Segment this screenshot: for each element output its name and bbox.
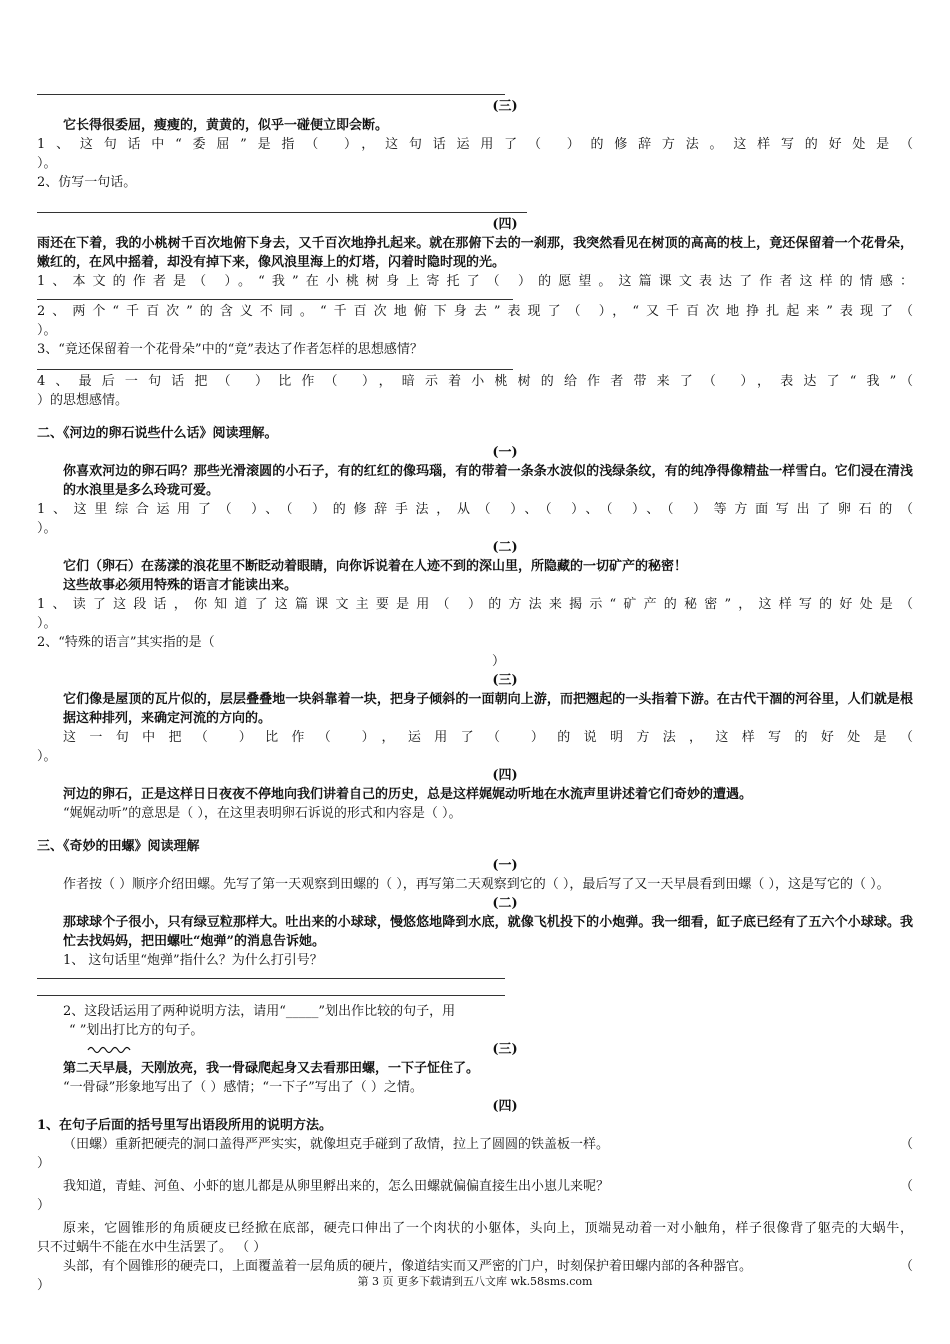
passage-text: 河边的卵石，正是这样日日夜夜不停地向我们讲着自己的历史，总是这样娓娓动听地在水流声里讲述着它们奇妙的遭遇。 xyxy=(63,787,753,802)
question-end: ） xyxy=(492,654,506,669)
question: “娓娓动听”的意思是（ ），在这里表明卵石诉说的形式和内容是（ ）。 xyxy=(63,806,462,821)
section-subtitle: (一) xyxy=(492,858,518,873)
section-subtitle: (二) xyxy=(492,540,518,555)
section-subtitle: (三) xyxy=(492,673,518,688)
question-end: ）的思想感情。 xyxy=(37,393,129,408)
question-heading: 1、在句子后面的括号里写出语段所用的说明方法。 xyxy=(37,1118,333,1133)
question: 4、最后一句话把（ ）比作（ ），暗示着小桃树的给作者带来了（ ），表达了“我”（ xyxy=(37,374,913,389)
passage-text: 它们像是屋顶的瓦片似的，层层叠叠地一块斜靠着一块，把身子倾斜的一面朝向上游，而把翘起的一头指着下游。在古代干涸的河谷里，人们就是根据这种排列，来确定河流的方向的。 xyxy=(63,692,913,726)
answer-line xyxy=(37,88,505,95)
sentence-item xyxy=(37,1177,913,1196)
answer-line xyxy=(37,359,513,370)
answer-line xyxy=(37,981,505,996)
question: 2、“特殊的语言”其实指的是（ xyxy=(37,635,215,650)
answer-paren-end: ） xyxy=(37,1198,51,1213)
question: 3、“竟还保留着一个花骨朵”中的“竟”表达了作者怎样的思想感情？ xyxy=(37,342,423,357)
question-end: ）。 xyxy=(37,521,57,536)
question-end: ）。 xyxy=(37,616,57,631)
question-end: ）。 xyxy=(37,323,57,338)
question: 2、这段话运用了两种说明方法，请用“_____”划出作比较的句子，用 xyxy=(63,1004,456,1019)
sentence-text: （田螺）重新把硬壳的洞口盖得严严实实，就像坦克手碰到了敌情，拉上了圆圆的铁盖板一样。 xyxy=(63,1137,610,1152)
section-subtitle: (三) xyxy=(492,99,518,114)
passage-text: 雨还在下着，我的小桃树千百次地俯下身去，又千百次地挣扎起来。就在那俯下去的一刹那，我突然看见在树顶的高高的枝上，竟还保留着一个花骨朵，嫩红的，在风中摇着，却没有掉下来，像风浪里海上的灯塔，闪着时隐时现的光。 xyxy=(37,236,913,270)
question: 1、读了这段话，你知道了这篇课文主要是用（ ）的方法来揭示“矿产的秘密”，这样写的好处是（ xyxy=(37,597,913,612)
answer-paren: （ xyxy=(899,1137,913,1152)
answer-line xyxy=(37,970,505,979)
section-subtitle: (一) xyxy=(492,445,518,460)
question-end: ）。 xyxy=(37,749,57,764)
question: 这一句中把（ ）比作（ ），运用了（ ）的说明方法，这样写的好处是（ xyxy=(63,730,913,745)
answer-paren: （ xyxy=(899,1179,913,1194)
passage-text: 那球球个子很小，只有绿豆粒那样大。吐出来的小球球，慢悠悠地降到水底，就像飞机投下的小炮弹。我一细看，缸子底已经有了五六个小球球。我忙去找妈妈，把田螺吐“炮弹”的消息告诉她。 xyxy=(63,915,913,949)
section-subtitle: (三) xyxy=(492,1042,518,1057)
passage-text: 作者按（ ）顺序介绍田螺。先写了第一天观察到田螺的（ ），再写第二天观察到它的（ ），最后写了又一天早晨看到田螺（ ），这是写它的（ ）。 xyxy=(63,877,890,892)
answer-line xyxy=(37,291,513,300)
document-page xyxy=(37,88,913,1295)
passage-text: 第二天早晨，天刚放亮，我一骨碌爬起身又去看那田螺，一下子怔住了。 xyxy=(63,1061,480,1076)
wavy-line-icon xyxy=(87,1045,131,1055)
sentence-text: 原来，它圆锥形的角质硬皮已经掀在底部，硬壳口伸出了一个肉状的小躯体，头向上，顶端晃动着一对小触角，样子很像背了躯壳的大蜗牛， xyxy=(63,1221,913,1236)
answer-paren-end: ） xyxy=(37,1156,51,1171)
passage-text: 它们（卵石）在荡漾的浪花里不断眨动着眼睛，向你诉说着在人迹不到的深山里，所隐藏的一切矿产的秘密！ xyxy=(63,559,688,574)
question-end: ）。 xyxy=(37,156,57,171)
question: 2、两个“千百次”的含义不同。“千百次地俯下身去”表现了（ ），“又千百次地挣扎起来”表现了（ xyxy=(37,304,913,319)
question: 2、仿写一句话。 xyxy=(37,175,137,190)
question: “一骨碌”形象地写出了（ ）感情；“一下子”写出了（ ）之情。 xyxy=(63,1080,423,1095)
section-subtitle: (四) xyxy=(492,768,518,783)
passage-text: 这些故事必须用特殊的语言才能读出来。 xyxy=(63,578,298,593)
sentence-text: 我知道，青蛙、河鱼、小虾的崽儿都是从卵里孵出来的，怎么田螺就偏偏直接生出小崽儿来呢？ xyxy=(63,1179,610,1194)
page-footer: 第 3 页 更多下载请到五八文库 wk.58sms.com xyxy=(357,1275,593,1288)
answer-line xyxy=(37,206,527,213)
section-heading: 三、《奇妙的田螺》阅读理解 xyxy=(37,839,200,854)
section-subtitle: (四) xyxy=(492,217,518,232)
question: 1、 这句话里“炮弹”指什么？为什么打引号？ xyxy=(63,953,323,968)
sentence-text: 头部，有个圆锥形的硬壳口，上面覆盖着一层角质的硬片，像道结实而又严密的门户，时刻保护着田螺内部的各种器官。 xyxy=(63,1259,753,1274)
sentence-text: 只不过蜗牛不能在水中生活罢了。 （ ） xyxy=(37,1240,267,1255)
answer-paren: （ xyxy=(899,1259,913,1274)
sentence-item xyxy=(37,1135,913,1154)
question: 1、这里综合运用了（ ）、（ ）的修辞手法，从（ ）、（ ）、（ ）、（ ）等方面写出了卵石的（ xyxy=(37,502,913,517)
passage-text: 它长得很委屈，瘦瘦的，黄黄的，似乎一碰便立即会断。 xyxy=(63,118,389,133)
answer-paren-end: ） xyxy=(37,1278,51,1293)
passage-text: 你喜欢河边的卵石吗？那些光滑滚圆的小石子，有的红红的像玛瑙，有的带着一条条水波似的浅绿条纹，有的纯净得像精盐一样雪白。它们浸在清浅的水浪里是多么玲珑可爱。 xyxy=(63,464,913,498)
section-subtitle: (四) xyxy=(492,1099,518,1114)
question: 1、这句话中“委屈”是指（ ），这句话运用了（ ）的修辞方法。这样写的好处是（ xyxy=(37,137,913,152)
section-subtitle: (二) xyxy=(492,896,518,911)
section-heading: 二、《河边的卵石说些什么话》阅读理解。 xyxy=(37,426,278,441)
question: “ ”划出打比方的句子。 xyxy=(69,1023,204,1038)
question: 1、本文的作者是（ ）。“我”在小桃树身上寄托了（ ）的愿望。这篇课文表达了作者这样的情感： xyxy=(37,274,913,289)
